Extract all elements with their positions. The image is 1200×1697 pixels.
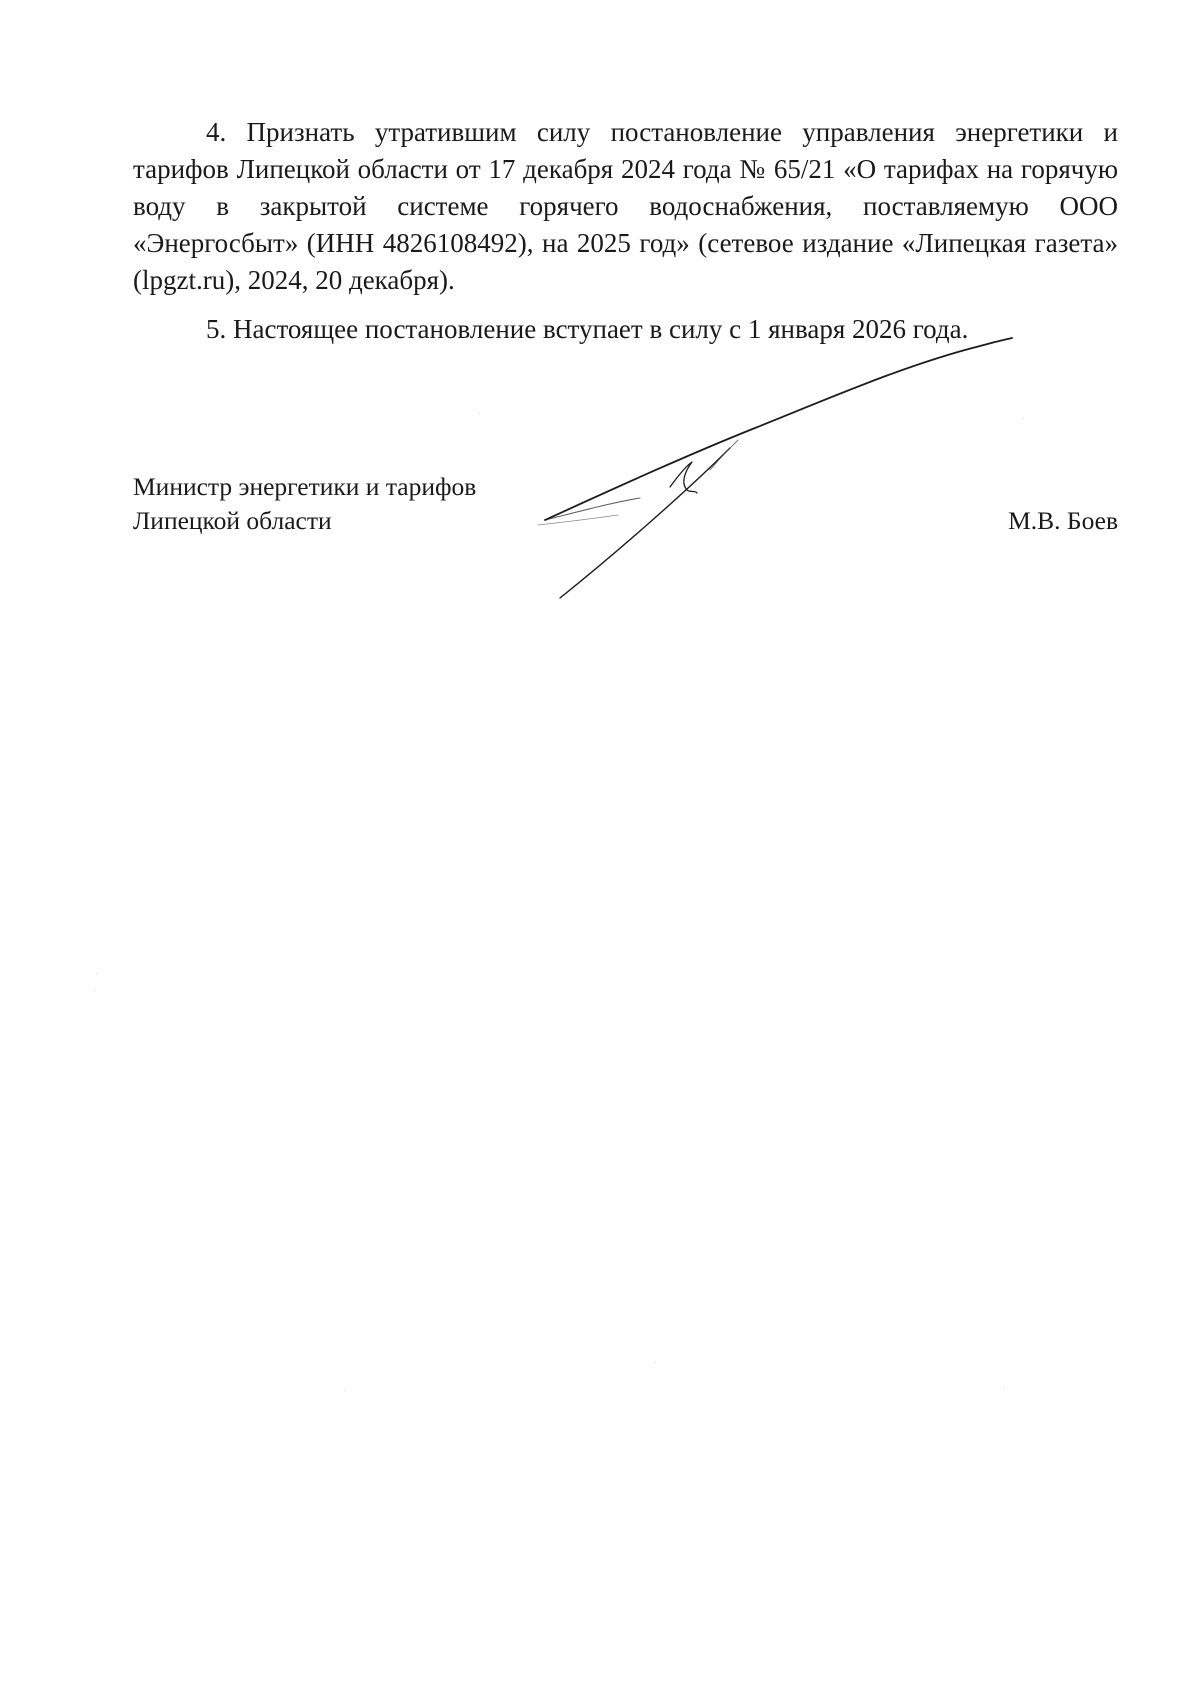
handwritten-signature — [560, 330, 1040, 600]
signatory-position-line-1: Министр энергетики и тарифов — [133, 472, 477, 501]
scan-speck — [655, 1362, 656, 1363]
scan-speck — [478, 413, 479, 414]
paragraph-5: 5. Настоящее постановление вступает в силу с 1 января 2026 года. — [206, 314, 969, 344]
paragraph-4: 4. Признать утратившим силу постановление управления энергетики и тарифов Липецкой области от 17 декабря 2024 года № 65/21 «О тарифах на горячую воду в закрытой системе горячего водоснабжения, поставляемую ООО «Энергосбыт» (ИНН 4826108492), на 2025 год» (сетевое издание «Липецкая газета» (lpgzt.ru), 2024, 20 декабря). — [133, 117, 1118, 295]
signatory-position-line-2: Липецкой области — [133, 506, 332, 535]
signatory-name: М.В. Боев — [1008, 506, 1118, 535]
scan-speck — [96, 973, 97, 974]
scan-speck — [94, 990, 95, 991]
document-body — [133, 114, 1118, 348]
scan-speck — [344, 1390, 345, 1391]
scan-speck — [1003, 1387, 1004, 1388]
scan-speck — [1023, 418, 1024, 419]
